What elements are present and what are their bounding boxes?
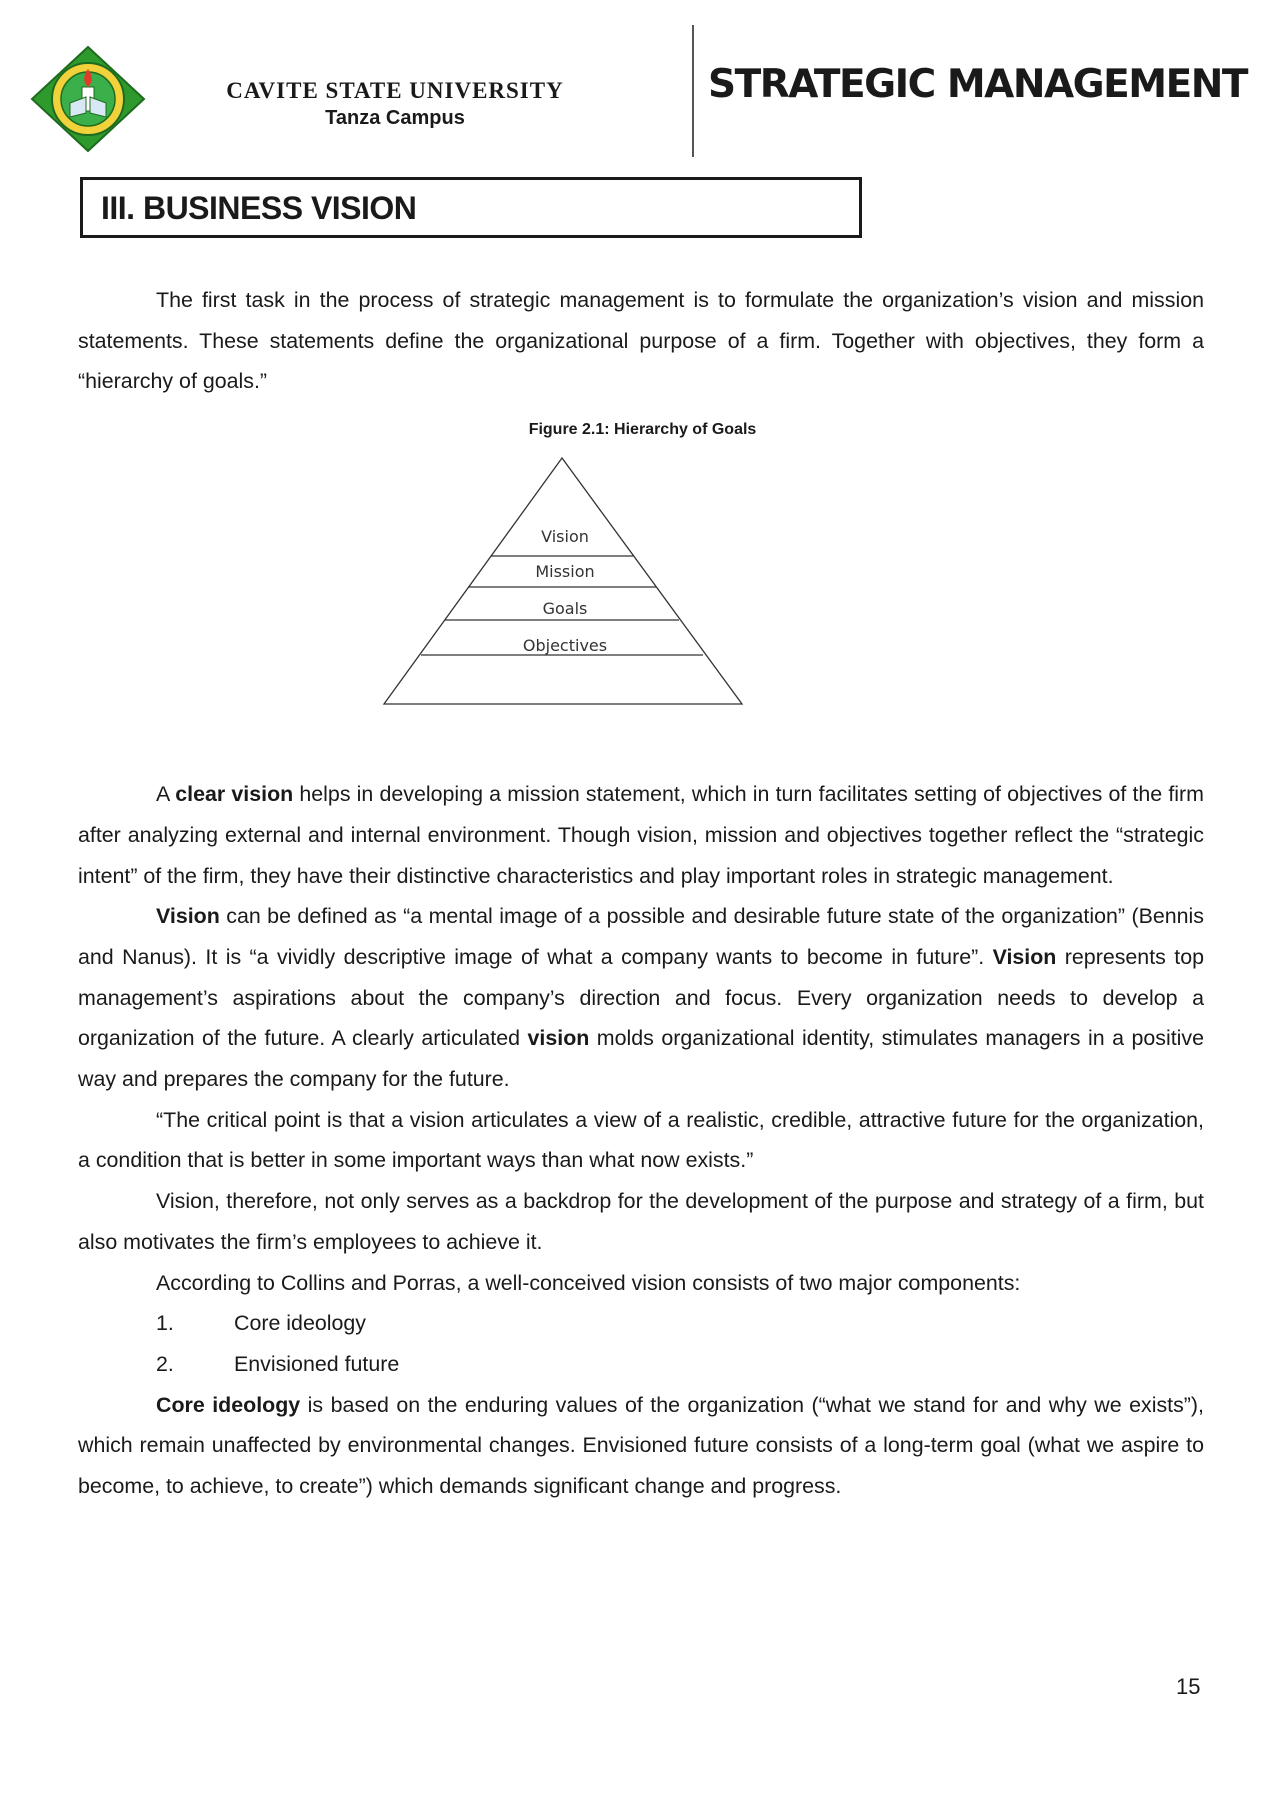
section-heading-box [80,177,862,238]
pyramid-outline [384,458,742,704]
pyramid-level-label: Mission [535,562,595,582]
university-name: CAVITE STATE UNIVERSITY [226,78,564,103]
figure-caption: Figure 2.1: Hierarchy of Goals [528,421,757,439]
university-header [190,78,600,130]
section-title: III. BUSINESS VISION [101,190,417,226]
core-ideology-paragraph: Core ideology is based on the enduring values of the organization (“what we stand for and why we exists”), which remain unaffected by environmental changes. Envisioned future consists of a long-term goal (what we aspire to become, to achieve, to create”) which demands significant change and progress. [78,1392,1204,1499]
page-number: 15 [1176,1674,1201,1699]
campus-name: Tanza Campus [325,107,465,129]
subject-title: STRATEGIC MANAGEMENT [708,62,1248,107]
list-item: 2. Envisioned future [156,1351,400,1376]
hierarchy-pyramid [382,456,744,706]
backdrop-paragraph: Vision, therefore, not only serves as a backdrop for the development of the purpose and strategy of a firm, but also motivates the firm’s employees to achieve it. [78,1189,1204,1254]
pyramid-level-label: Vision [541,527,589,547]
components-intro: According to Collins and Porras, a well-conceived vision consists of two major components: [156,1270,1021,1295]
pyramid-level-label: Goals [542,599,588,619]
pyramid-level-label: Objectives [522,636,608,656]
list-item: 1. Core ideology [156,1311,366,1336]
university-seal-icon [30,45,146,153]
body-content [78,280,1204,1507]
clear-vision-paragraph: A clear vision helps in developing a mission statement, which in turn facilitates setting of objectives of the firm after analyzing external and internal environment. Though vision, mission and objectives together reflect the “strategic intent” of the firm, they have their distinctive characteristics and play important roles in strategic management. [78,782,1204,888]
header-divider [692,25,694,157]
vision-definition-paragraph: Vision can be defined as “a mental image of a possible and desirable future state of the organization” (Bennis and Nanus). It is “a vividly descriptive image of what a company wants to become in future”. Vision represents top management’s aspirations about the company’s direction and focus. Every organization needs to develop a organization of the future. A clearly articulated vision molds organizational identity, stimulates managers in a positive way and prepares the company for the future. [78,904,1204,1092]
intro-paragraph: The first task in the process of strategic management is to formulate the organization’s vision and mission statements. These statements define the organizational purpose of a firm. Together with objectives, they form a “hierarchy of goals.” [78,288,1204,394]
quote-paragraph: “The critical point is that a vision articulates a view of a realistic, credible, attractive future for the organization, a condition that is better in some important ways than what now exists.” [78,1107,1204,1173]
